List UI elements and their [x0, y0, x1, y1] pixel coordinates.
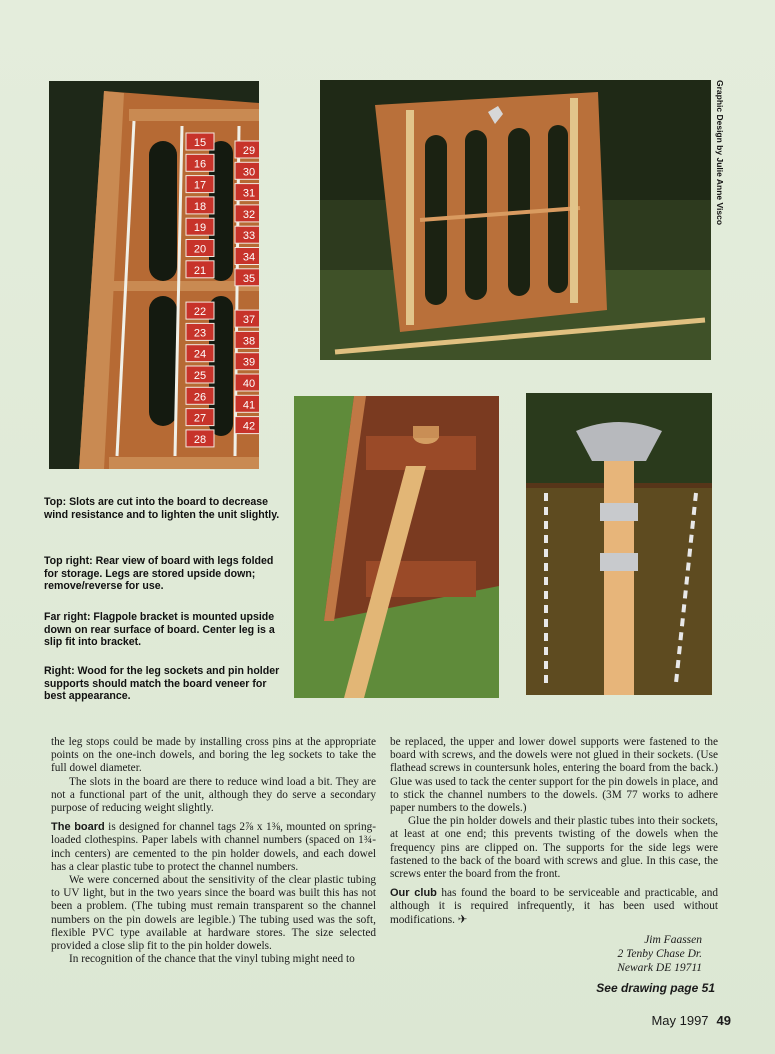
col1-paragraph-2: The slots in the board are there to reduce wind load a bit. They are not a functional part of the unit, although they do serve a secondary purpose of reducing weight slightly.	[51, 775, 376, 815]
col1-paragraph-3	[51, 821, 376, 874]
channel-tag-label: 32	[242, 208, 256, 221]
photo-flagpole-bracket	[526, 393, 712, 695]
credit-text: Graphic Design by Julie Anne Visco	[715, 80, 725, 226]
col2-paragraph-2: Glue the pin holder dowels and their plastic tubes into their sockets, at least at one end; this prevents twisting of the dowels when the frequency pins are clipped on. The supports for the side legs were fastened to the back of the board with screws and glue. In this case, the screws enter the board from the front.	[390, 815, 718, 881]
channel-tag-label: 41	[242, 399, 256, 412]
col1-paragraph-4: We were concerned about the sensitivity of the clear plastic tubing to UV light, but in the two years since the board was built this has not been a problem. (The tubing must remain transparent so the channel numbers on the pin dowels are legible.) The tubing used was the soft, flexible PVC type available at hardware stores. The size selected provided a close slip fit to the pin holder dowels.	[51, 874, 376, 953]
col2-paragraph-3	[390, 887, 718, 927]
flagpole-bracket-illustration	[526, 393, 712, 695]
channel-tag-label: 15	[193, 137, 207, 149]
photo-board-rear	[320, 80, 711, 360]
photo-leg-socket	[294, 396, 499, 698]
leg-socket-illustration	[294, 396, 499, 698]
page-number: 49	[716, 1013, 731, 1028]
board-rear-illustration	[320, 80, 711, 360]
channel-tag-label: 35	[242, 272, 256, 285]
author-name: Jim Faassen	[644, 934, 702, 946]
col1-paragraph-3-text: is designed for channel tags 2⅞ x 1⅜, mounted on spring-loaded clothespins. Paper labels with channel numbers (spaced on 1¾-inch centers) are cemented to the pin holder dowels, and each dowel has a clear plastic tube to protect the channel numbers.	[51, 821, 377, 873]
channel-tag-label: 33	[242, 230, 256, 243]
col2-paragraph-1: be replaced, the upper and lower dowel supports were fastened to the board with screws, and the dowels were not glued in their sockets. (Use flathead screws in countersunk holes, entering the board from the back.) Glue was used to tack the center support for the pin dowels in place, and to stick the channel numbers to the dowels. (3M 77 works to adhere paper numbers to the dowels.)	[390, 736, 718, 815]
channel-tag-label: 20	[193, 243, 207, 256]
photo-board-front	[49, 81, 259, 469]
see-drawing-note: See drawing page 51	[596, 981, 715, 995]
channel-tag-label: 30	[242, 166, 256, 179]
channel-tag-label: 19	[193, 222, 207, 235]
channel-tag-label: 42	[242, 420, 256, 433]
author-address-line-2: Newark DE 19711	[617, 962, 702, 974]
author-signature	[617, 933, 702, 975]
photo-credit	[703, 80, 733, 340]
channel-tag-label: 16	[193, 158, 207, 171]
channel-tag-label: 22	[193, 306, 207, 319]
col1-lead-in: The board	[51, 821, 105, 834]
col1-paragraph-5: In recognition of the chance that the vinyl tubing might need to	[69, 953, 355, 966]
channel-tag-label: 37	[242, 314, 256, 327]
author-address-line-1: 2 Tenby Chase Dr.	[617, 948, 702, 960]
channel-tag-label: 40	[242, 378, 256, 390]
board-front-illustration	[49, 81, 259, 469]
caption-top: Top: Slots are cut into the board to decrease wind resistance and to lighten the unit slightly.	[44, 496, 280, 521]
channel-tag-label: 18	[193, 200, 207, 213]
channel-tag-label: 31	[242, 187, 256, 200]
channel-tag-label: 28	[193, 433, 207, 446]
caption-right: Right: Wood for the leg sockets and pin holder supports should match the board veneer for best appearance.	[44, 665, 280, 703]
channel-tag-label: 21	[193, 264, 207, 277]
channel-tag-label: 17	[193, 179, 207, 192]
caption-far-right: Far right: Flagpole bracket is mounted upside down on rear surface of board. Center leg is a slip fit into bracket.	[44, 611, 275, 649]
caption-top-right: Top right: Rear view of board with legs folded for storage. Legs are stored upside down; remove/reverse for use.	[44, 555, 274, 593]
channel-tag-label: 27	[193, 412, 207, 425]
channel-tag-label: 26	[193, 391, 207, 404]
channel-tag-label: 23	[193, 327, 207, 340]
issue-date: May 1997	[651, 1013, 709, 1028]
col2-paragraph-3-text: has found the board to be serviceable and practicable, and although it is required infrequently, it has been used without modifications. ✈	[390, 887, 718, 926]
channel-tag-label: 38	[242, 335, 256, 348]
col1-paragraph-1: the leg stops could be made by installing cross pins at the appropriate points on the one-inch dowels, and boring the leg sockets to take the full dowel diameter.	[51, 736, 376, 775]
page-folio	[651, 1013, 731, 1028]
channel-tag-label: 25	[193, 370, 207, 382]
article-column-1	[51, 736, 376, 966]
channel-tag-label: 29	[242, 145, 256, 157]
channel-tag-label: 39	[242, 356, 256, 369]
article-column-2	[390, 736, 718, 927]
col2-lead-in: Our club	[390, 887, 437, 900]
channel-tag-label: 34	[242, 251, 256, 264]
channel-tag-label: 24	[193, 348, 207, 361]
